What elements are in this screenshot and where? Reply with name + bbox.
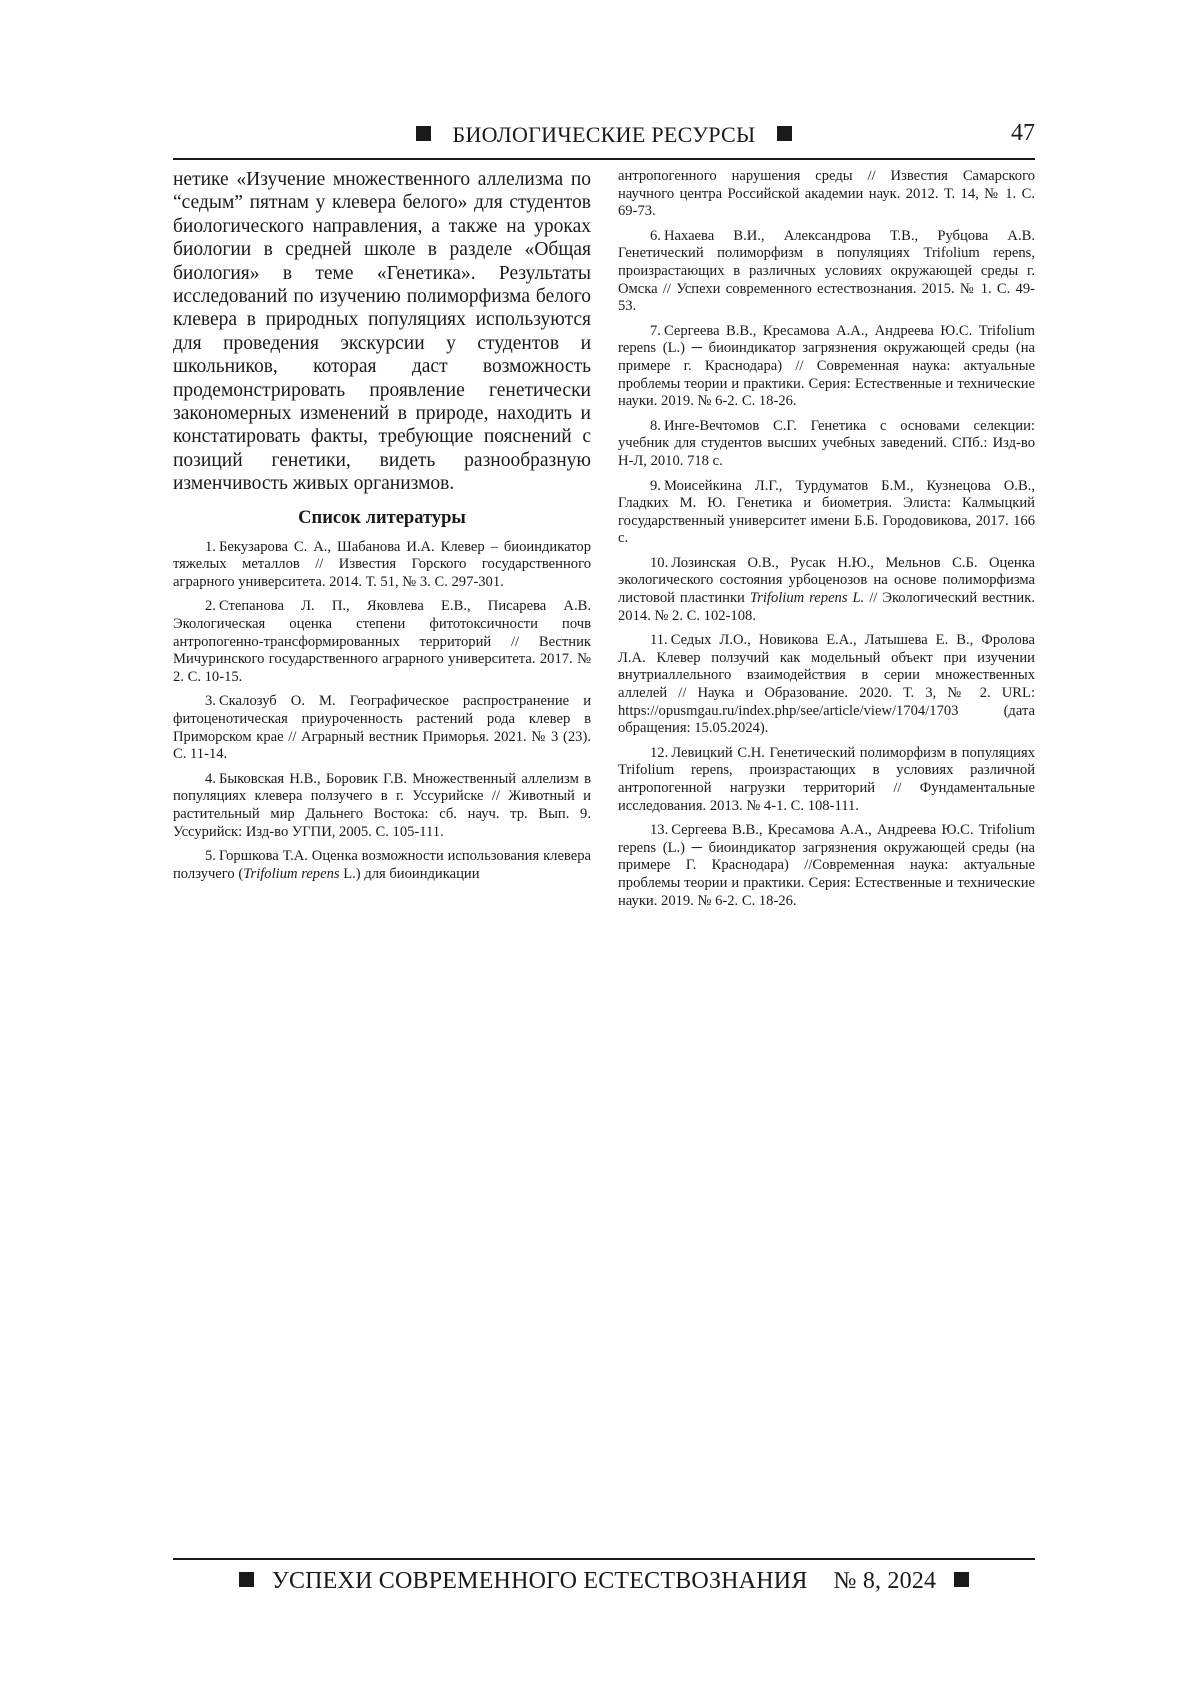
reference-item: 1. Бекузарова С. А., Шабанова И.А. Клевер – биоиндикатор тяжелых металлов // Известия Горского государственного аграрного университета. 2014. Т. 51, № 3. С. 297-301. — [173, 539, 591, 592]
reference-item: 12. Левицкий С.Н. Генетический полиморфизм в популяциях Trifolium repens, произрастающих в условиях различной антропогенной нагрузки территорий // Фундаментальные исследования. 2013. № 4-1. С. 108-111. — [618, 745, 1035, 815]
reference-item: 3. Скалозуб О. М. Географическое распространение и фитоценотическая приуроченность растений рода клевер в Приморском крае // Аграрный вестник Приморья. 2021. № 3 (23). С. 11-14. — [173, 693, 591, 763]
right-column — [618, 168, 1035, 917]
reference-item: 7. Сергеева В.В., Кресамова А.А., Андреева Ю.С. Trifolium repens (L.) ─ биоиндикатор загрязнения окружающей среды (на примере г. Краснодара) // Современная наука: актуальные проблемы теории и практики. Серия: Естественные и технические науки. 2019. № 6-2. С. 18-26. — [618, 323, 1035, 411]
references-heading: Список литературы — [173, 508, 591, 529]
footer-line — [173, 1568, 1035, 1595]
square-bullet-icon — [416, 126, 431, 141]
square-bullet-icon — [239, 1572, 254, 1587]
reference-item: 10. Лозинская О.В., Русак Н.Ю., Мельнов С.Б. Оценка экологического состояния урбоценозов на основе полиморфизма листовой пластинки Trifolium repens L. // Экологический вестник. 2014. № 2. С. 102-108. — [618, 555, 1035, 625]
journal-title: УСПЕХИ СОВРЕМЕННОГО ЕСТЕСТВОЗНАНИЯ — [272, 1568, 808, 1594]
square-bullet-icon — [777, 126, 792, 141]
reference-item: 2. Степанова Л. П., Яковлева Е.В., Писарева А.В. Экологическая оценка степени фитотоксичности почв антропогенно-трансформированных территорий // Вестник Мичуринского государственного аграрного университета. 2017. № 2. С. 10-15. — [173, 598, 591, 686]
square-bullet-icon — [954, 1572, 969, 1587]
reference-item: 6. Нахаева В.И., Александрова Т.В., Рубцова А.В. Генетический полиморфизм в популяциях Trifolium repens, произрастающих в различных условиях окружающей среды г. Омска // Успехи современного естествознания. 2015. № 1. С. 49-53. — [618, 228, 1035, 316]
running-header — [173, 118, 1035, 160]
reference-item: 11. Седых Л.О., Новикова Е.А., Латышева Е. В., Фролова Л.А. Клевер ползучий как модельный объект при изучении внутриаллельного взаимодействия в серии множественных аллелей // Наука и Образование. 2020. Т. 3, № 2. URL: https://opusmgau.ru/index.php/see/article/view/1704/1703 (дата обращения: 15.05.2024). — [618, 632, 1035, 738]
reference-item: 13. Сергеева В.В., Кресамова А.А., Андреева Ю.С. Trifolium repens (L.) ─ биоиндикатор загрязнения окружающей среды (на примере Г. Краснодара) //Современная наука: актуальные проблемы теории и практики. Серия: Естественные и технические науки. 2019. № 6-2. С. 18-26. — [618, 822, 1035, 910]
left-column — [173, 168, 591, 890]
issue-number: № 8, 2024 — [834, 1568, 937, 1594]
reference-item: 9. Моисейкина Л.Г., Турдуматов Б.М., Кузнецова О.В., Гладких М. Ю. Генетика и биометрия. Элиста: Калмыцкий государственный университет имени Б.Б. Городовикова, 2017. 166 с. — [618, 478, 1035, 548]
reference-item: 5. Горшкова Т.А. Оценка возможности использования клевера ползучего (Trifolium repens L.) для биоиндикации — [173, 848, 591, 883]
reference-item-continuation: антропогенного нарушения среды // Известия Самарского научного центра Российской академии наук. 2012. Т. 14, № 1. С. 69-73. — [618, 168, 1035, 221]
page-number: 47 — [1011, 120, 1035, 147]
section-title: БИОЛОГИЧЕСКИЕ РЕСУРСЫ — [453, 122, 756, 147]
body-paragraph: нетике «Изучение множественного аллелизма по “седым” пятнам у клевера белого» для студентов биологического направления, а также на уроках биологии в средней школе в разделе «Общая биология» в теме «Генетика». Результаты исследований по изучению полиморфизма белого клевера в природных популяциях используются для проведения экскурсии у студентов и школьников, которая даст возможность продемонстрировать проявление генетически закономерных изменений в природе, находить и констатировать факты, требующие пояснений с позиций генетики, видеть разнообразную изменчивость живых организмов. — [173, 168, 591, 496]
reference-item: 4. Быковская Н.В., Боровик Г.В. Множественный аллелизм в популяциях клевера ползучего в г. Уссурийске // Животный и растительный мир Дальнего Востока: сб. науч. тр. Вып. 9. Уссурийск: Изд-во УГПИ, 2005. С. 105-111. — [173, 771, 591, 841]
reference-item: 8. Инге-Вечтомов С.Г. Генетика с основами селекции: учебник для студентов высших учебных заведений. СПб.: Изд-во Н-Л, 2010. 718 с. — [618, 418, 1035, 471]
section-title-line — [173, 122, 1035, 148]
running-footer — [173, 1558, 1035, 1604]
